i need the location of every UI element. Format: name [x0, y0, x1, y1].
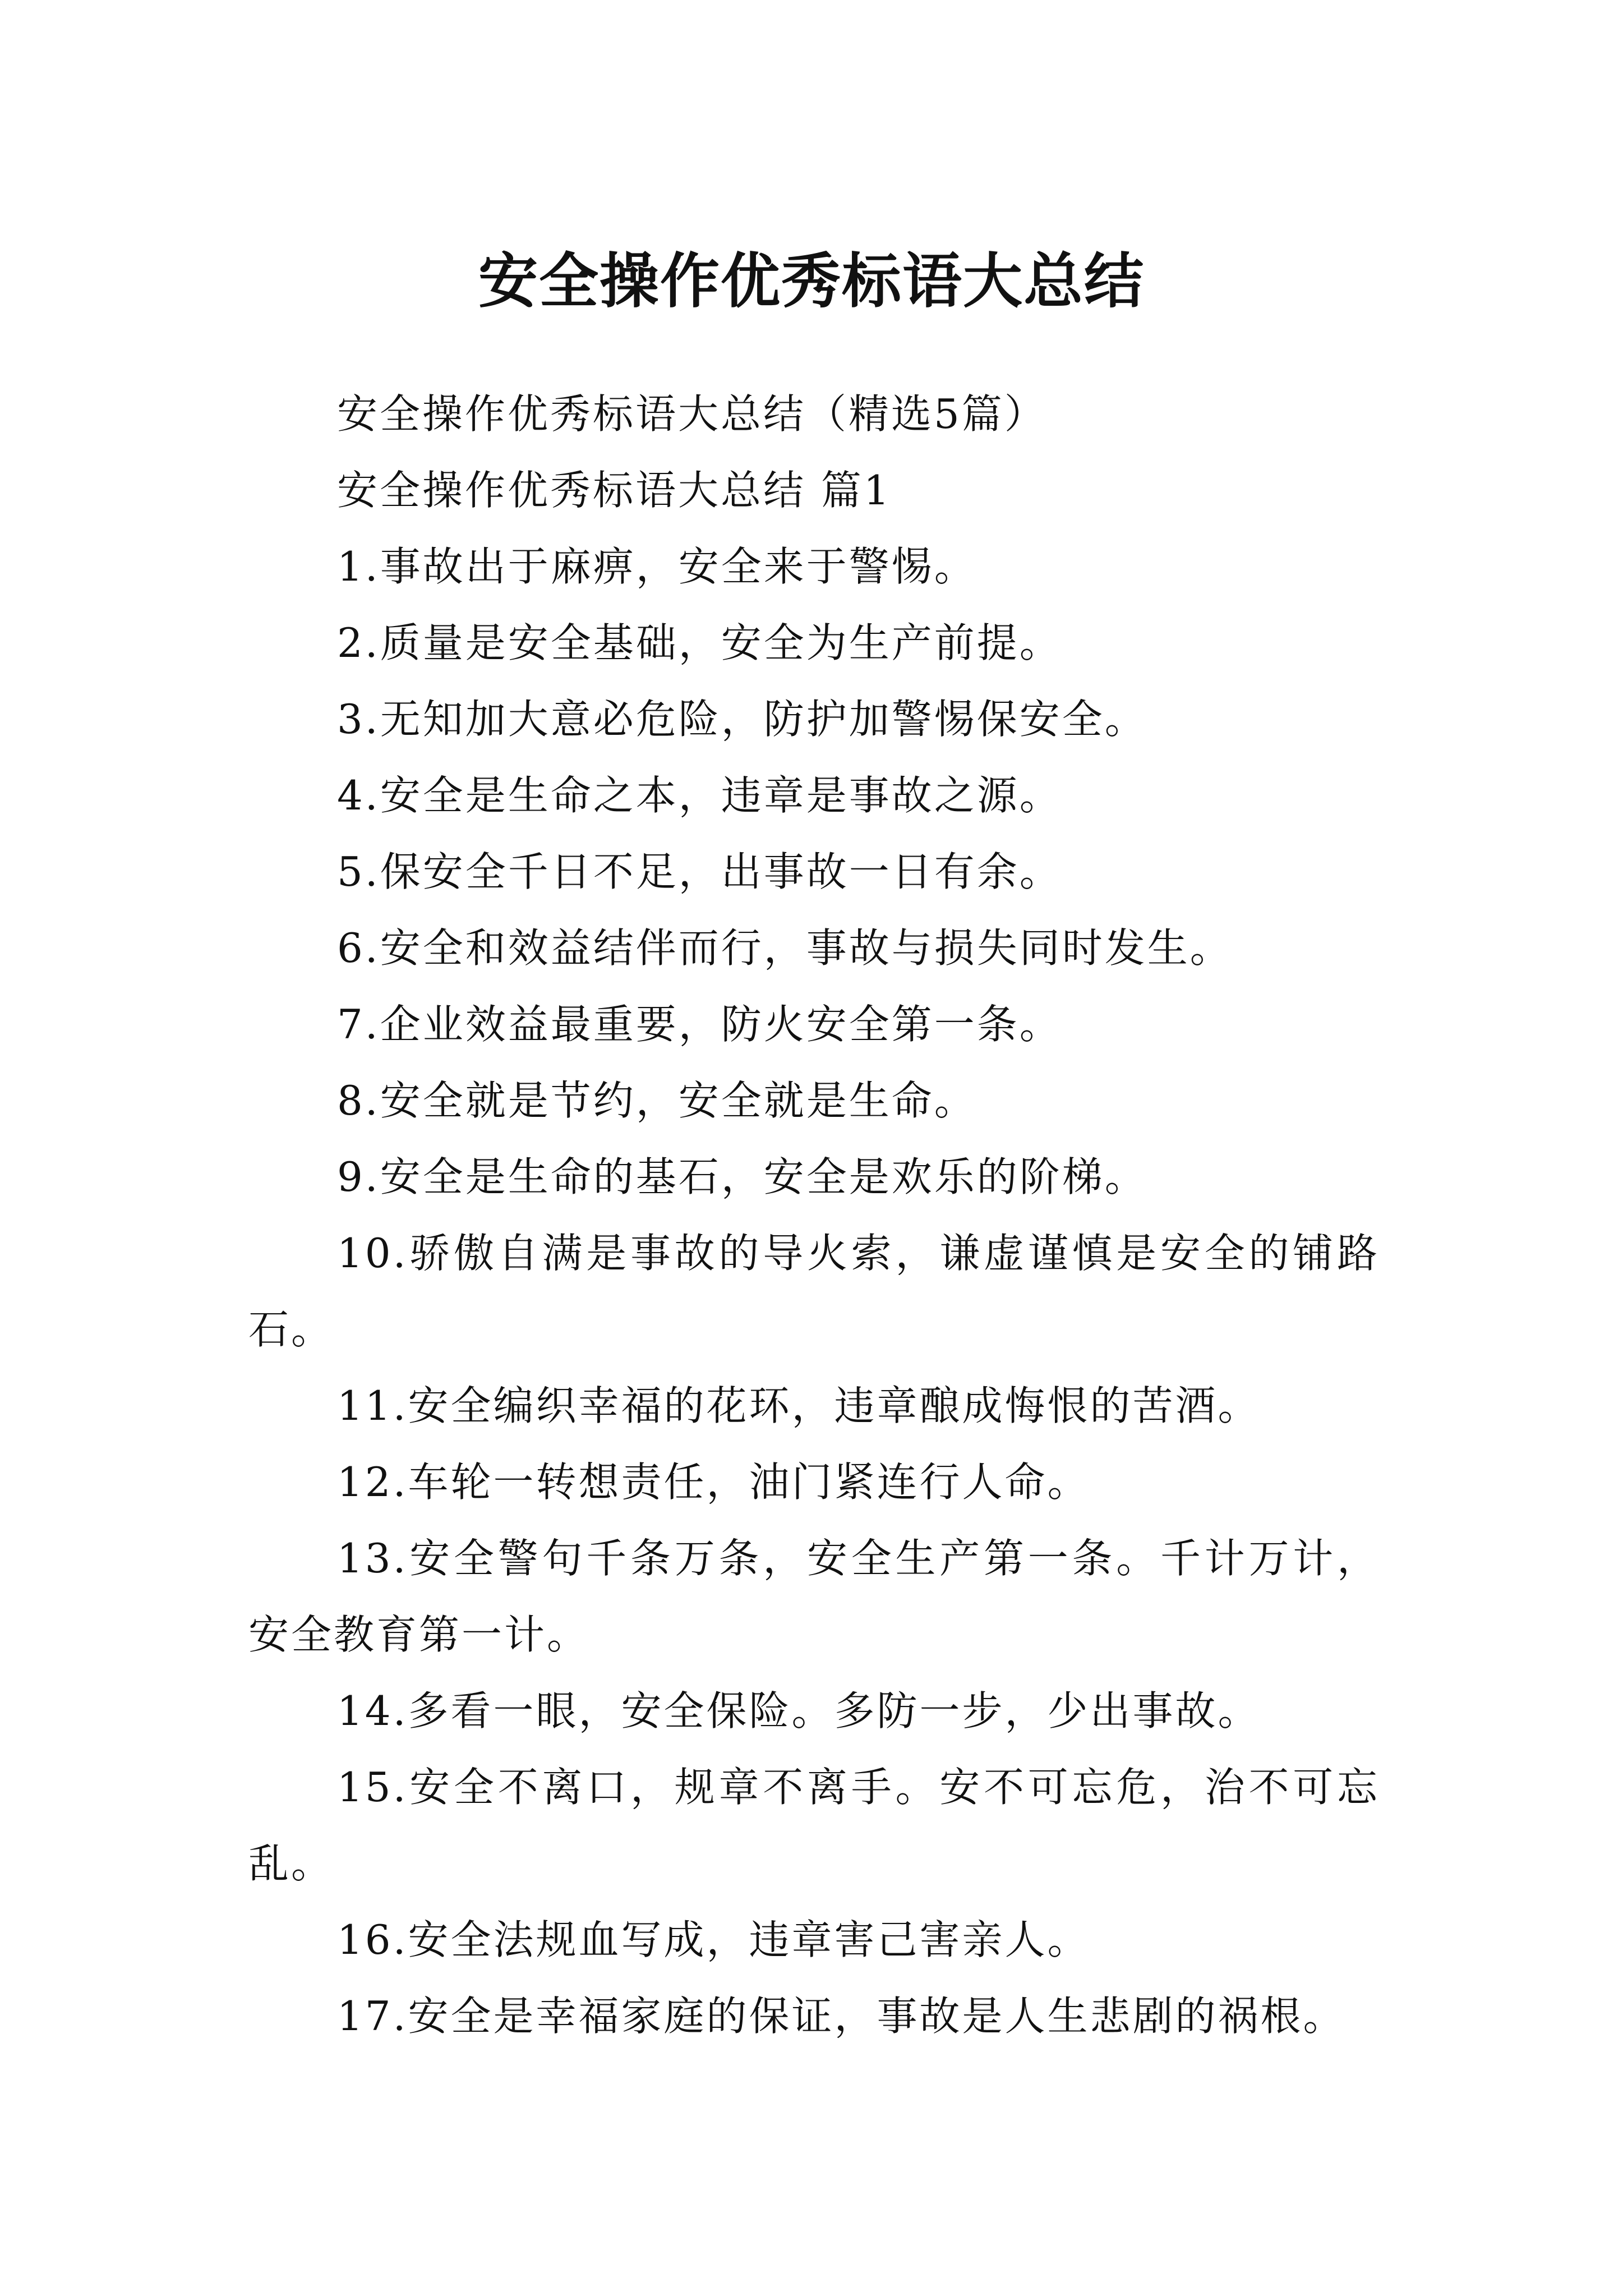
slogan-item: 11.安全编织幸福的花环，违章酿成悔恨的苦酒。 [337, 1382, 1261, 1429]
slogan-item: 17.安全是幸福家庭的保证，事故是人生悲剧的祸根。 [337, 1993, 1346, 2040]
slogan-item: 3.无知加大意必危险，防护加警惕保安全。 [337, 696, 1147, 743]
slogan-item: 1.事故出于麻痹，安全来于警惕。 [337, 543, 977, 590]
slogan-item: 2.质量是安全基础，安全为生产前提。 [337, 619, 1062, 666]
slogan-item: 4.安全是生命之本，违章是事故之源。 [337, 772, 1062, 819]
slogan-item: 8.安全就是节约，安全就是生命。 [337, 1077, 977, 1124]
slogan-item: 6.安全和效益结伴而行，事故与损失同时发生。 [337, 924, 1233, 972]
slogan-item: 16.安全法规血写成，违章害己害亲人。 [337, 1916, 1090, 1963]
paragraph-section-heading: 安全操作优秀标语大总结 篇1 [337, 467, 892, 514]
slogan-item: 15.安全不离口，规章不离手。安不可忘危，治不可忘乱。 [248, 1764, 1380, 1887]
slogan-item: 14.多看一眼，安全保险。多防一步，少出事故。 [337, 1687, 1261, 1734]
paragraph-subtitle: 安全操作优秀标语大总结（精选5篇） [337, 390, 1047, 438]
document-title: 安全操作优秀标语大总结 [478, 246, 1145, 316]
slogan-item: 5.保安全千日不足，出事故一日有余。 [337, 848, 1062, 895]
slogan-item: 9.安全是生命的基石，安全是欢乐的阶梯。 [337, 1153, 1147, 1200]
document-body [248, 376, 1380, 2054]
slogan-item: 7.企业效益最重要，防火安全第一条。 [337, 1001, 1062, 1048]
slogan-item: 13.安全警句千条万条，安全生产第一条。千计万计，安全教育第一计。 [248, 1535, 1380, 1658]
slogan-item: 10.骄傲自满是事故的导火索，谦虚谨慎是安全的铺路石。 [248, 1230, 1380, 1353]
slogan-item: 12.车轮一转想责任，油门紧连行人命。 [337, 1458, 1090, 1506]
